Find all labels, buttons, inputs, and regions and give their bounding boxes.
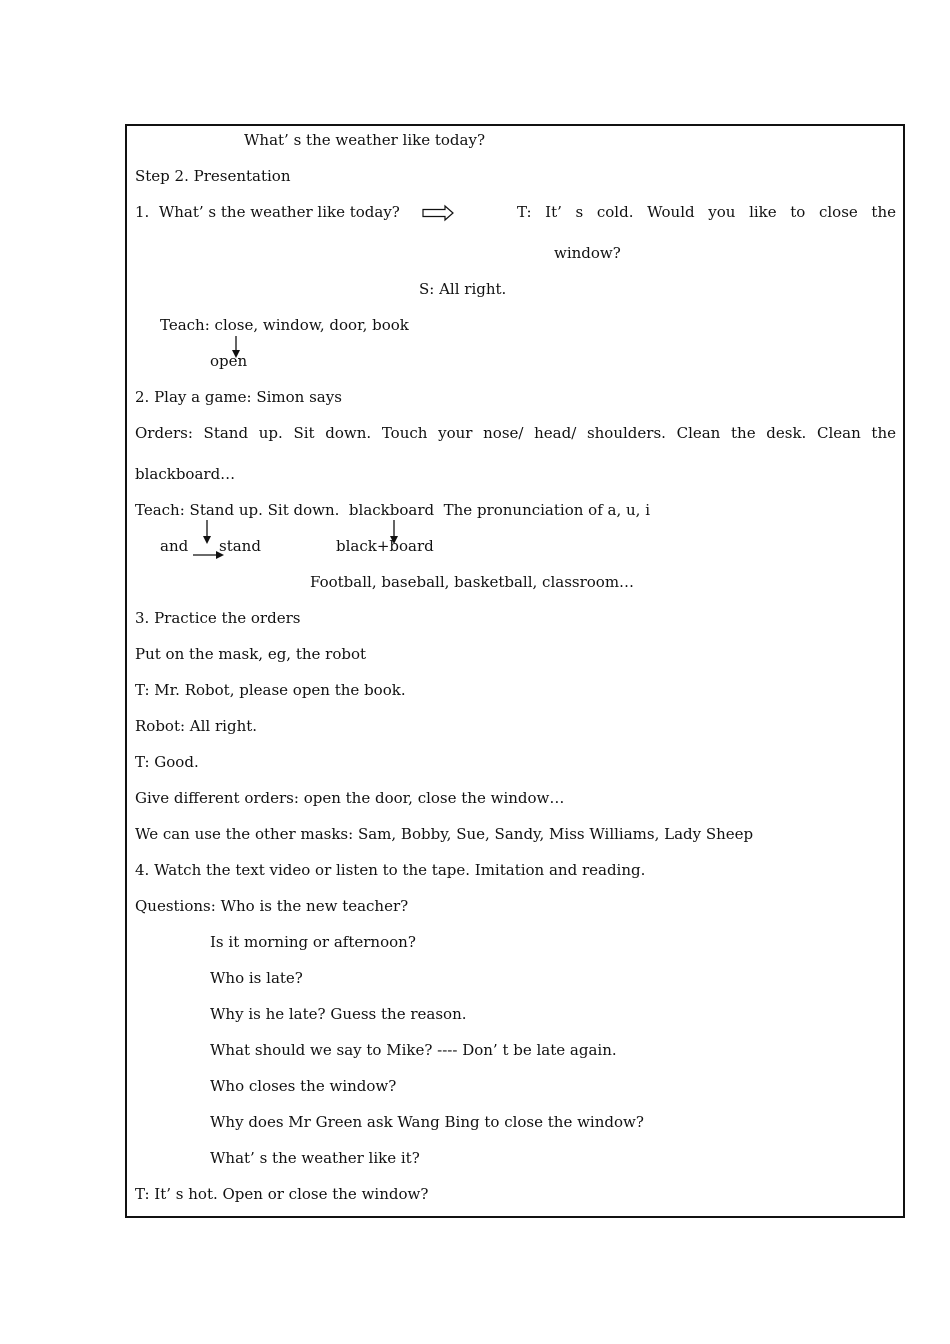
step-heading: Step 2. Presentation [135,167,291,185]
question-item: Is it morning or afternoon? [210,933,416,951]
orders-line: Orders: Stand up. Sit down. Touch your nose/ head/ shoulders. Clean the desk. Clean the [135,424,896,442]
other-masks-line: We can use the other masks: Sam, Bobby, Sue, Sandy, Miss Williams, Lady Sheep [135,825,754,843]
question-item: What’ s the weather like it? [210,1149,420,1167]
questions-line: Questions: Who is the new teacher? [135,897,409,915]
dialogue-student-line: S: All right. [419,280,507,298]
question-item: Why does Mr Green ask Wang Bing to close the window? [210,1113,644,1131]
teacher-order-line: T: Mr. Robot, please open the book. [135,681,406,699]
teacher-final-line: T: It’ s hot. Open or close the window? [135,1185,429,1203]
dialogue-question: 1. What’ s the weather like today? [135,203,400,221]
teacher-praise-line: T: Good. [135,753,199,771]
question-line: What’ s the weather like today? [244,131,485,149]
practice-heading: 3. Practice the orders [135,609,301,627]
game-heading: 2. Play a game: Simon says [135,388,342,406]
word-stand: stand [219,537,261,555]
question-item: Who closes the window? [210,1077,397,1095]
teach-phrases-line: Teach: Stand up. Sit down. blackboard The pronunciation of a, u, i [135,501,650,519]
robot-reply-line: Robot: All right. [135,717,258,735]
question-item: Why is he late? Guess the reason. [210,1005,467,1023]
orders-line-cont: blackboard… [135,465,236,483]
word-black-board: black+board [336,537,434,555]
word-and: and [160,537,189,555]
question-item: What should we say to Mike? ---- Don’ t be late again. [210,1041,617,1059]
antonym-word: open [210,352,248,370]
watch-heading: 4. Watch the text video or listen to the tape. Imitation and reading. [135,861,646,879]
compound-words-line: Football, baseball, basketball, classroom… [310,573,635,591]
dialogue-teacher-line: T: It’ s cold. Would you like to close the [517,203,896,221]
teach-words-line: Teach: close, window, door, book [160,316,409,334]
dialogue-teacher-line-cont: window? [554,244,621,262]
question-item: Who is late? [210,969,303,987]
mask-line: Put on the mask, eg, the robot [135,645,367,663]
different-orders-line: Give different orders: open the door, close the window… [135,789,565,807]
